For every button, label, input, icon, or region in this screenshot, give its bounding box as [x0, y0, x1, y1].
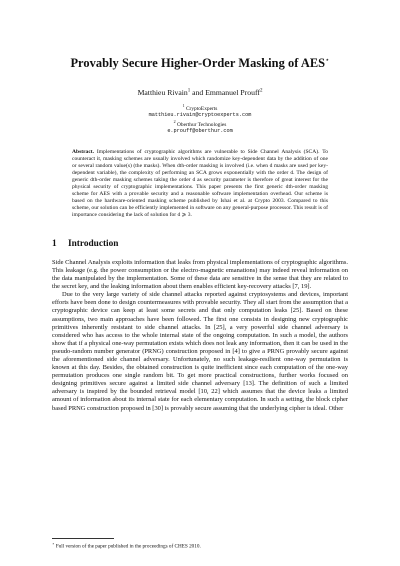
section-title: Introduction: [68, 238, 119, 249]
affiliation-org: [52, 119, 348, 128]
section-number: 1: [52, 238, 57, 249]
affil-org-name: CryptoExperts: [185, 105, 218, 112]
affil-number: 1: [182, 103, 185, 109]
abstract-label: Abstract.: [72, 149, 95, 156]
author-affil-mark: 2: [259, 88, 263, 94]
affil-number: 2: [173, 118, 176, 124]
footnote-text: [52, 541, 348, 550]
author-name: Emmanuel Prouff: [205, 88, 260, 98]
author-list: [52, 88, 348, 97]
author-affil-mark: 1: [187, 88, 191, 94]
affiliation-org: [52, 103, 348, 112]
footnote-body: Full version of the paper published in the proceedings of CHES 2010.: [55, 543, 201, 550]
footnote-rule: [52, 538, 114, 539]
footnote: [52, 538, 348, 550]
author-joiner: and: [190, 88, 206, 98]
affiliations: [52, 103, 348, 134]
body-paragraph: Due to the very large variety of side channel attacks reported against cryptosystems and devices, important efforts have been done to design countermeasures with provable security. They all start from the assumption that a cryptographic device can keep at least some secrets and that only computation leaks [25]. Based on these assumptions, two main approaches have been followed. The first one consists in designing new cryptographic primitives inherently resistant to side channel attacks. In [25], a very powerful side channel adversary is considered who has access to the whole internal state of the ongoing computation. In such a model, the authors show that if a physical one-way permutation exists which does not leak any information, then it can be used in the pseudo-random number generator (PRNG) construction proposed in [4] to give a PRNG provably secure against the aforementioned side channel adversary. Unfortunately, no such leakage-resilient one-way permutation is known at this day. Besides, the obtained construction is quite inefficient since each computation of the one-way permutation produces one single random bit. To get more practical constructions, further works focused on designing primitives secure against a limited side channel adversary [13]. The definition of such a limited adversary is inspired by the bounded retrieval model [10, 22] which assumes that the device leaks a limited amount of information about its internal state for each elementary computation. In such a setting, the block cipher based PRNG construction proposed in [30] is provably secure assuming that the underlying cipher is ideal. Other: [52, 291, 348, 412]
paper-title: [52, 56, 348, 71]
footnote-mark: ⋆: [52, 541, 55, 546]
abstract: [72, 149, 328, 219]
affiliation-email: matthieu.rivain@cryptoexperts.com: [148, 112, 252, 119]
author-name: Matthieu Rivain: [137, 88, 188, 98]
affil-org-name: Oberthur Technologies: [176, 121, 227, 128]
affiliation-email: e.prouff@oberthur.com: [167, 127, 233, 134]
section-heading: [52, 239, 348, 249]
abstract-text: Implementations of cryptographic algorithms are vulnerable to Side Channel Analysis (SCA). To counteract it, masking schemes are usually involved which randomize key-dependent data by the addition of one or several random value(s) (the masks). When dth-order masking is involved (i.e. when d masks are used per key-dependent variable), the complexity of performing an SCA grows exponentially with the order d. The design of generic dth-order masking schemes taking the order d as security parameter is therefore of great interest for the physical security of cryptographic implementations. This paper presents the first generic dth-order masking scheme for AES with a provable security and a reasonable software implementation overhead. Our scheme is based on the hardware-oriented masking scheme published by Ishai et al. at Crypto 2003. Compared to this scheme, our solution can be efficiently implemented in software on any general-purpose processor. This result is of importance considering the lack of solution for d ⩾ 3.: [72, 149, 328, 218]
body-paragraph: Side Channel Analysis exploits information that leaks from physical implementations of cryptographic algorithms. This leakage (e.g. the power consumption or the electro-magnetic emanations) may indeed reveal information on the data manipulated by the implementation. Some of these data are sensitive in the sense that they are related to the secret key, and the leaking information about them enables efficient key-recovery attacks [7, 19].: [52, 258, 348, 291]
section-body: [52, 259, 348, 413]
paper-title-text: Provably Secure Higher-Order Masking of AES: [70, 56, 326, 71]
title-footnote-mark: ⋆: [325, 56, 330, 64]
